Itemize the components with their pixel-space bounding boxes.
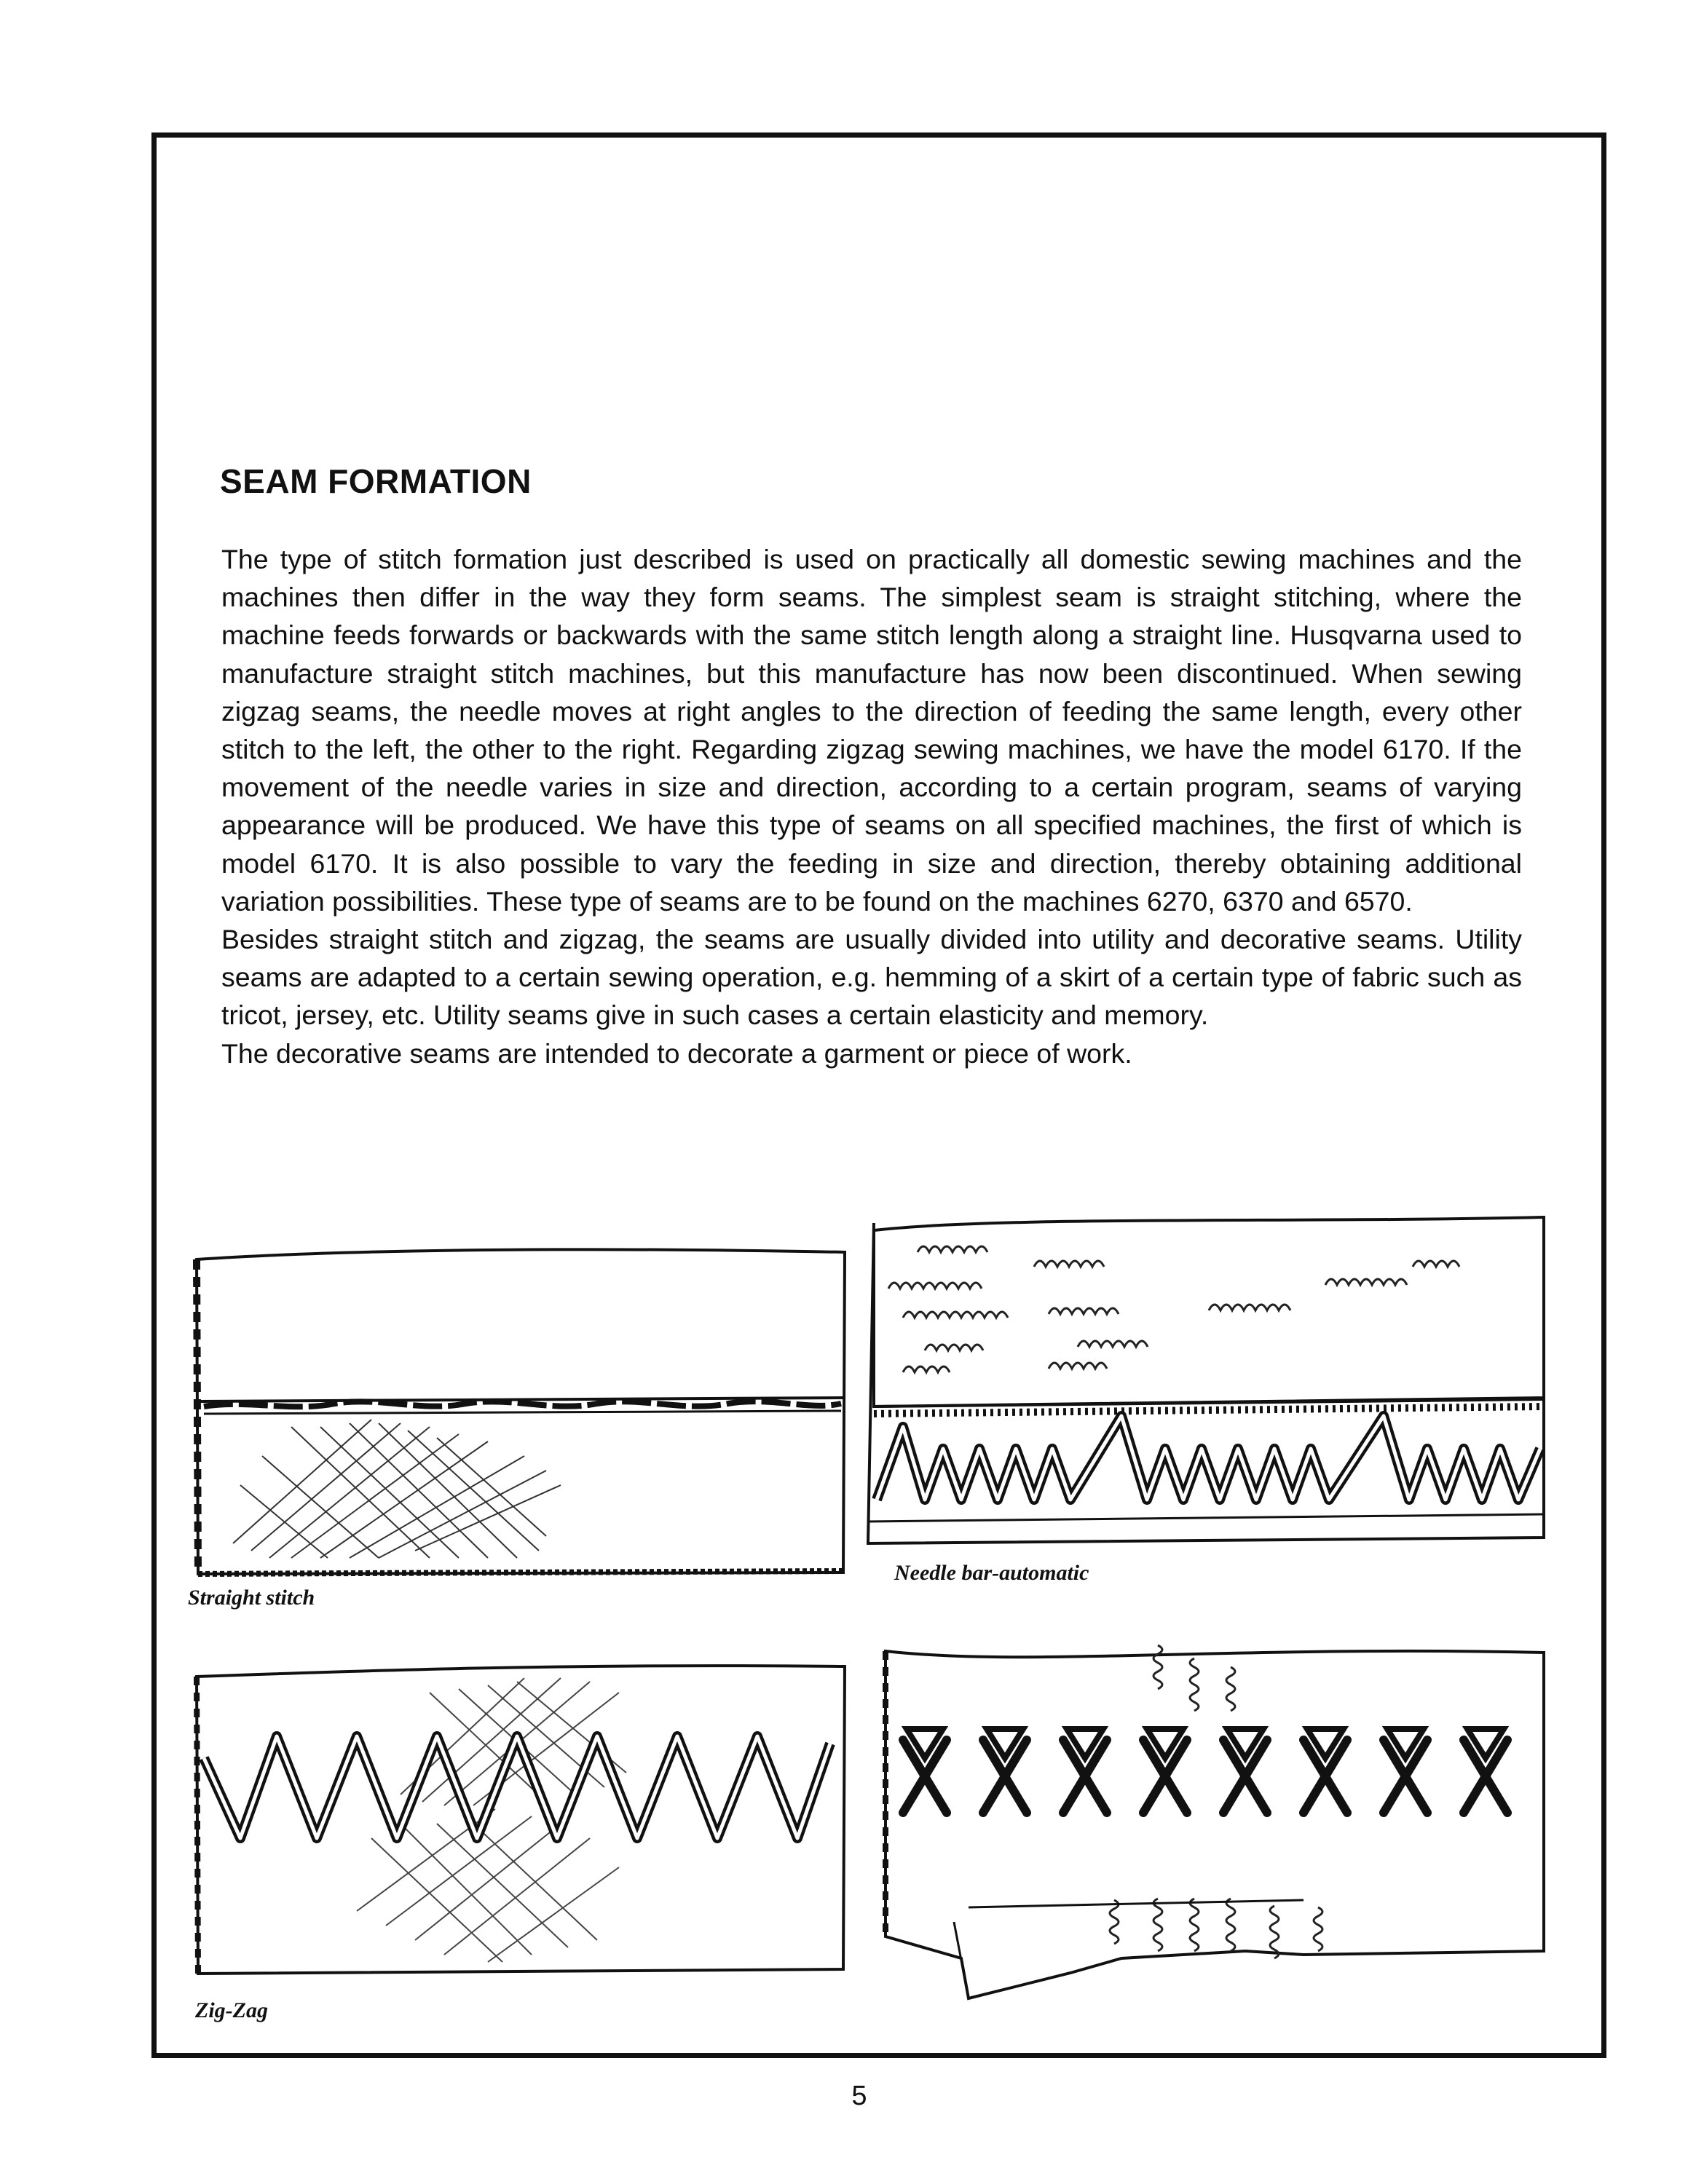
- paragraph-3: The decorative seams are intended to decorate a garment or piece of work.: [221, 1037, 1132, 1069]
- paragraph-1: The type of stitch formation just described is used on practically all domestic sewing machines and the machines then differ in the way they form seams. The simplest seam is straight stitching, where the machine feeds forwards or backwards with the same stitch length along a straight line. Husqvarna used to manufacture straight stitch machines, but this manufacture has now been discontinued. When sewing zigzag seams, the needle moves at right angles to the direction of feeding the same length, every other stitch to the left, the other to the right. Regarding zigzag sewing machines, we have the model 6170. If the movement of the needle varies in size and direction, according to a certain program, seams of varying appearance will be produced. We have this type of seams on all specified machines, the first of which is model 6170. It is also possible to vary the feeding in size and direction, thereby obtaining additional variation possibilities. These type of seams are to be found on the machines 6270, 6370 and 6570.: [221, 544, 1522, 917]
- straight-stitch-illustration: [182, 1238, 859, 1580]
- needle-bar-caption: Needle bar-automatic: [894, 1561, 1089, 1585]
- decorative-seam-illustration: [867, 1631, 1566, 2002]
- paragraph-2: Besides straight stitch and zigzag, the seams are usually divided into utility and decorative seams. Utility seams are adapted to a certain sewing operation, e.g. hemming of a skirt of a certain type of fabric such as tricot, jersey, etc. Utility seams give in such cases a certain elasticity and memory.: [221, 924, 1522, 1031]
- page-number: 5: [851, 2081, 867, 2111]
- needle-bar-illustration: [859, 1208, 1566, 1551]
- zig-zag-caption: Zig-Zag: [195, 1998, 268, 2022]
- body-text: [221, 540, 1522, 1072]
- zig-zag-illustration: [182, 1649, 859, 1984]
- page-title: SEAM FORMATION: [220, 462, 532, 500]
- straight-stitch-caption: Straight stitch: [188, 1586, 315, 1610]
